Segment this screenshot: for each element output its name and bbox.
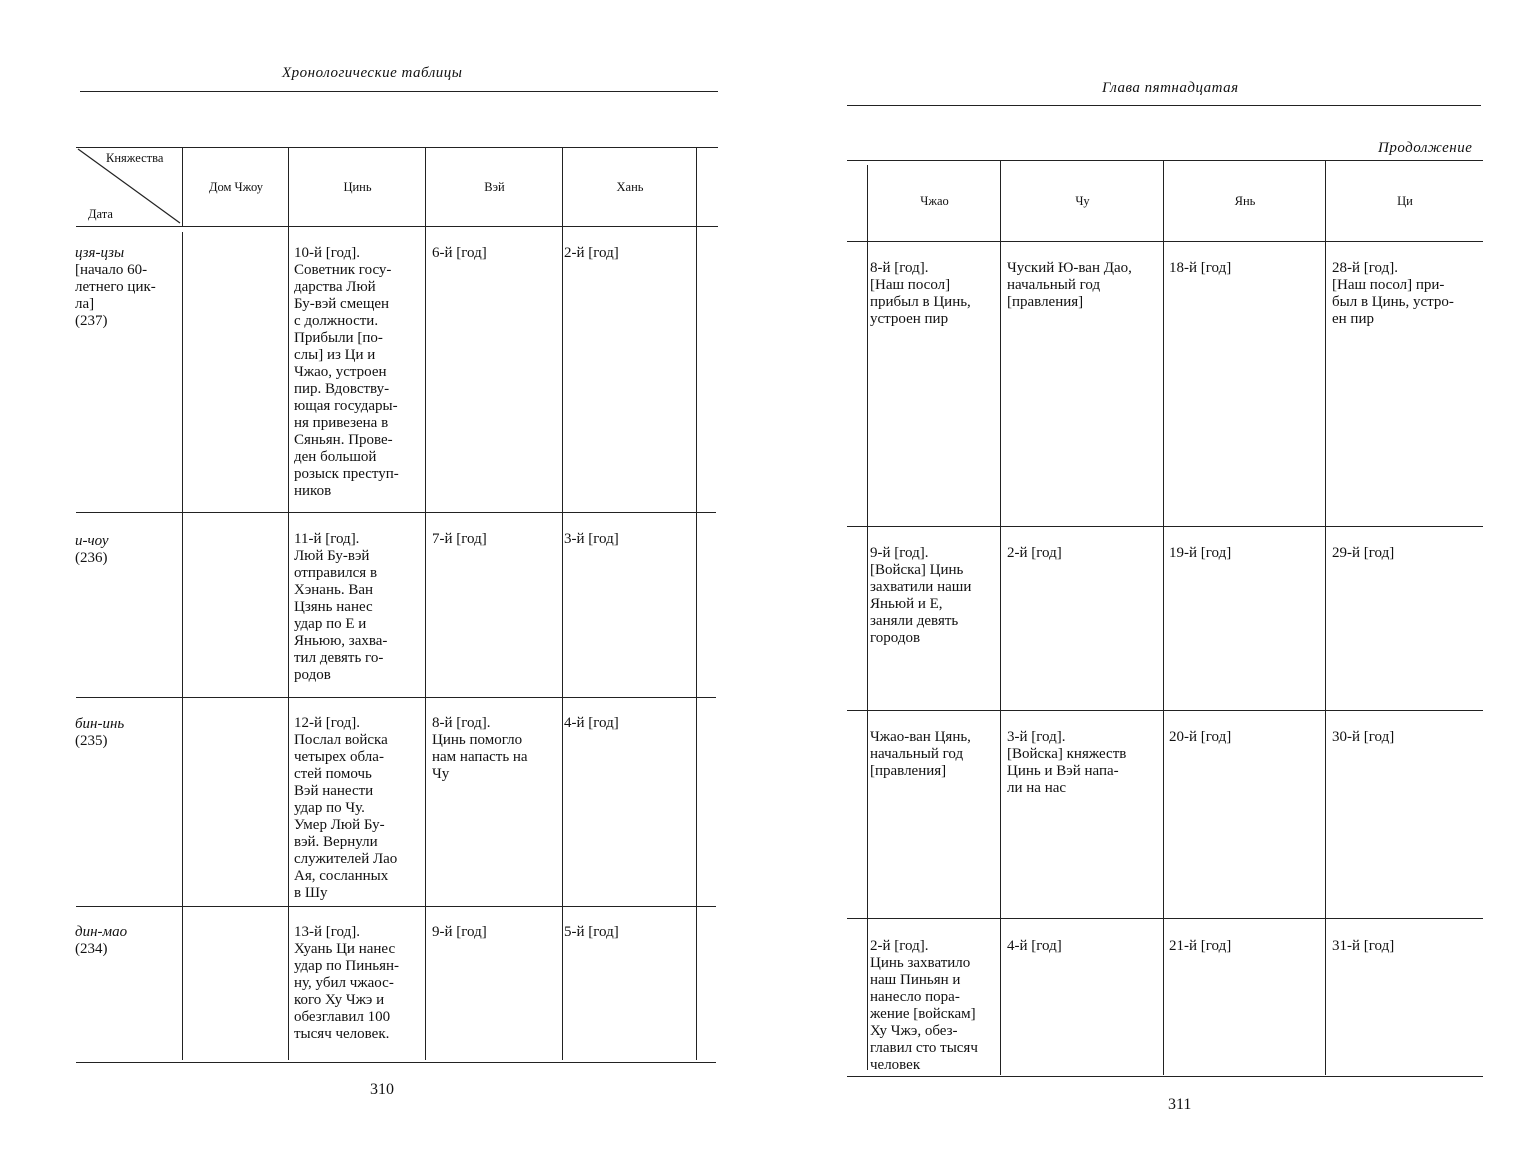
row-rule bbox=[76, 906, 716, 907]
date-line: (236) bbox=[75, 550, 108, 566]
row-rule bbox=[847, 526, 1483, 527]
date-cyclic-name: бин-инь bbox=[75, 716, 125, 732]
column-divider bbox=[1000, 160, 1001, 1075]
cell-line: 5-й [год] bbox=[564, 924, 619, 940]
wei-cell bbox=[432, 715, 528, 783]
cell-line: 9-й [год] bbox=[432, 924, 487, 940]
cell-line: 2-й [год] bbox=[1007, 545, 1062, 561]
cell-line: Прибыли [по- bbox=[294, 330, 383, 346]
cell-line: Ху Чжэ, обез- bbox=[870, 1023, 958, 1039]
cell-line: слы] из Ци и bbox=[294, 347, 376, 363]
cell-line: 8-й [год]. bbox=[432, 715, 491, 731]
date-cell bbox=[75, 716, 124, 750]
yan-cell bbox=[1169, 938, 1231, 955]
zhao-cell bbox=[870, 260, 971, 328]
cell-line: 11-й [год]. bbox=[294, 531, 360, 547]
column-header-zhou: Дом Чжоу bbox=[208, 180, 264, 194]
chu-cell bbox=[1007, 729, 1126, 797]
row-rule bbox=[76, 697, 716, 698]
wei-cell bbox=[432, 245, 487, 262]
cell-line: 2-й [год] bbox=[564, 245, 619, 261]
date-cell bbox=[75, 924, 127, 958]
cell-line: ли на нас bbox=[1007, 780, 1067, 796]
cell-line: удар по Е и bbox=[294, 616, 367, 632]
column-divider bbox=[288, 147, 289, 1060]
date-cyclic-name: цзя-цзы bbox=[75, 245, 125, 261]
column-divider bbox=[562, 147, 563, 1060]
cell-line: прибыл в Цинь, bbox=[870, 294, 971, 310]
date-line: (235) bbox=[75, 733, 108, 749]
table-bottom-rule bbox=[76, 1062, 716, 1063]
date-line: летнего цик- bbox=[75, 279, 156, 295]
cell-line: 4-й [год] bbox=[564, 715, 619, 731]
cell-line: Чжао, устроен bbox=[294, 364, 387, 380]
cell-line: ден большой bbox=[294, 449, 377, 465]
cell-line: 8-й [год]. bbox=[870, 260, 929, 276]
row-rule bbox=[847, 710, 1483, 711]
cell-line: наш Пиньян и bbox=[870, 972, 961, 988]
column-header-wei: Вэй bbox=[484, 180, 505, 194]
column-header-qi: Ци bbox=[1397, 194, 1413, 208]
date-line: [начало 60- bbox=[75, 262, 148, 278]
cell-line: начальный год bbox=[1007, 277, 1101, 293]
date-line: ла] bbox=[75, 296, 95, 312]
qin-cell bbox=[294, 715, 397, 902]
head-rule bbox=[80, 91, 718, 92]
column-divider bbox=[696, 147, 697, 1060]
cell-line: [Войска] княжеств bbox=[1007, 746, 1127, 762]
han-cell bbox=[564, 715, 619, 732]
cell-line: в Шу bbox=[294, 885, 328, 901]
cell-line: отправился в bbox=[294, 565, 378, 581]
cell-line: нам напасть на bbox=[432, 749, 528, 765]
cell-line: нанесло пора- bbox=[870, 989, 960, 1005]
cell-line: удар по Чу. bbox=[294, 800, 365, 816]
cell-line: 12-й [год]. bbox=[294, 715, 360, 731]
cell-line: Яньюю, захва- bbox=[294, 633, 388, 649]
cell-line: [правления] bbox=[870, 763, 947, 779]
cell-line: 19-й [год] bbox=[1169, 545, 1232, 561]
cell-line: Советник госу- bbox=[294, 262, 392, 278]
yan-cell bbox=[1169, 729, 1231, 746]
zhao-cell bbox=[870, 729, 971, 780]
cell-line: 3-й [год] bbox=[564, 531, 619, 547]
column-header-chu: Чу bbox=[1075, 194, 1090, 208]
page-number: 311 bbox=[1168, 1096, 1192, 1113]
yan-cell bbox=[1169, 260, 1231, 277]
cell-line: стей помочь bbox=[294, 766, 372, 782]
corner-label-principalities: Княжества bbox=[106, 151, 164, 165]
cell-line: тысяч человек. bbox=[294, 1026, 390, 1042]
column-divider bbox=[425, 147, 426, 1060]
date-cell bbox=[75, 245, 156, 330]
cell-line: ну, убил чжаос- bbox=[294, 975, 394, 991]
cell-line: жение [войскам] bbox=[870, 1006, 976, 1022]
cell-line: [Наш посол] при- bbox=[1332, 277, 1445, 293]
qi-cell bbox=[1332, 545, 1394, 562]
cell-line: ня привезена в bbox=[294, 415, 389, 431]
chu-cell bbox=[1007, 545, 1062, 562]
table-bottom-rule bbox=[847, 1076, 1483, 1077]
column-divider bbox=[182, 232, 183, 1060]
cell-line: 7-й [год] bbox=[432, 531, 487, 547]
date-cyclic-name: дин-мао bbox=[75, 924, 128, 940]
cell-line: 28-й [год]. bbox=[1332, 260, 1398, 276]
cell-line: Бу-вэй смещен bbox=[294, 296, 390, 312]
column-divider bbox=[867, 165, 868, 1070]
running-head: Хронологические таблицы bbox=[282, 65, 463, 81]
qin-cell bbox=[294, 531, 387, 684]
cell-line: Ая, сосланных bbox=[294, 868, 389, 884]
zhao-cell bbox=[870, 938, 978, 1074]
cell-line: пир. Вдовству- bbox=[294, 381, 390, 397]
cell-line: дарства Люй bbox=[294, 279, 376, 295]
cell-line: ен пир bbox=[1332, 311, 1374, 327]
cell-line: Люй Бу-вэй bbox=[294, 548, 370, 564]
qi-cell bbox=[1332, 938, 1394, 955]
cell-line: Цинь захватило bbox=[870, 955, 971, 971]
column-header-qin: Цинь bbox=[343, 180, 372, 194]
column-header-han: Хань bbox=[616, 180, 644, 194]
date-line: (234) bbox=[75, 941, 108, 957]
cell-line: Сяньян. Прове- bbox=[294, 432, 393, 448]
han-cell bbox=[564, 245, 619, 262]
cell-line: Чуский Ю-ван Дао, bbox=[1007, 260, 1132, 276]
date-cell bbox=[75, 533, 109, 567]
cell-line: родов bbox=[294, 667, 331, 683]
cell-line: городов bbox=[870, 630, 921, 646]
cell-line: начальный год bbox=[870, 746, 964, 762]
column-divider bbox=[182, 147, 183, 226]
cell-line: Цинь помогло bbox=[432, 732, 523, 748]
cell-line: захватили наши bbox=[870, 579, 972, 595]
cell-line: Чжао-ван Цянь, bbox=[870, 729, 971, 745]
column-header-yan: Янь bbox=[1234, 194, 1256, 208]
head-rule bbox=[847, 105, 1481, 106]
cell-line: розыск преступ- bbox=[294, 466, 399, 482]
cell-line: Хуань Ци нанес bbox=[294, 941, 396, 957]
running-head: Глава пятнадцатая bbox=[1102, 80, 1239, 96]
cell-line: 18-й [год] bbox=[1169, 260, 1232, 276]
cell-line: служителей Лао bbox=[294, 851, 398, 867]
cell-line: 30-й [год] bbox=[1332, 729, 1395, 745]
cell-line: ющая государы- bbox=[294, 398, 398, 414]
cell-line: [Наш посол] bbox=[870, 277, 951, 293]
cell-line: человек bbox=[870, 1057, 921, 1073]
cell-line: вэй. Вернули bbox=[294, 834, 378, 850]
cell-line: главил сто тысяч bbox=[870, 1040, 978, 1056]
zhao-cell bbox=[870, 545, 971, 647]
cell-line: ников bbox=[294, 483, 332, 499]
cell-line: заняли девять bbox=[870, 613, 959, 629]
column-header-zhao: Чжао bbox=[920, 194, 949, 208]
cell-line: 2-й [год]. bbox=[870, 938, 929, 954]
cell-line: 3-й [год]. bbox=[1007, 729, 1066, 745]
cell-line: 6-й [год] bbox=[432, 245, 487, 261]
continuation-label: Продолжение bbox=[1378, 140, 1473, 156]
row-rule bbox=[847, 918, 1483, 919]
date-cyclic-name: и-чоу bbox=[75, 533, 109, 549]
han-cell bbox=[564, 531, 619, 548]
cell-line: 10-й [год]. bbox=[294, 245, 360, 261]
cell-line: устроен пир bbox=[870, 311, 949, 327]
date-line: (237) bbox=[75, 313, 108, 329]
cell-line: 29-й [год] bbox=[1332, 545, 1395, 561]
row-rule bbox=[76, 512, 716, 513]
cell-line: [Войска] Цинь bbox=[870, 562, 964, 578]
right-page bbox=[769, 0, 1538, 1160]
qi-cell bbox=[1332, 729, 1394, 746]
yan-cell bbox=[1169, 545, 1231, 562]
cell-line: Яньюй и Е, bbox=[870, 596, 943, 612]
cell-line: был в Цинь, устро- bbox=[1332, 294, 1454, 310]
column-divider bbox=[1325, 160, 1326, 1075]
corner-label-date: Дата bbox=[88, 207, 113, 221]
page-number: 310 bbox=[370, 1081, 394, 1098]
cell-line: Цзянь нанес bbox=[294, 599, 373, 615]
cell-line: кого Ху Чжэ и bbox=[294, 992, 385, 1008]
chu-cell bbox=[1007, 260, 1132, 311]
cell-line: Цинь и Вэй напа- bbox=[1007, 763, 1119, 779]
qin-cell bbox=[294, 245, 399, 500]
header-bottom-rule bbox=[847, 241, 1483, 242]
chu-cell bbox=[1007, 938, 1062, 955]
cell-line: Умер Люй Бу- bbox=[294, 817, 385, 833]
cell-line: [правления] bbox=[1007, 294, 1084, 310]
cell-line: 9-й [год]. bbox=[870, 545, 929, 561]
cell-line: с должности. bbox=[294, 313, 379, 329]
cell-line: четырех обла- bbox=[294, 749, 384, 765]
column-divider bbox=[1163, 160, 1164, 1075]
qi-cell bbox=[1332, 260, 1454, 328]
table-top-rule bbox=[847, 160, 1483, 161]
han-cell bbox=[564, 924, 619, 941]
cell-line: 20-й [год] bbox=[1169, 729, 1232, 745]
cell-line: Вэй нанести bbox=[294, 783, 374, 799]
cell-line: тил девять го- bbox=[294, 650, 384, 666]
cell-line: 31-й [год] bbox=[1332, 938, 1395, 954]
cell-line: Послал войска bbox=[294, 732, 388, 748]
cell-line: удар по Пиньян- bbox=[294, 958, 400, 974]
cell-line: обезглавил 100 bbox=[294, 1009, 391, 1025]
wei-cell bbox=[432, 531, 487, 548]
qin-cell bbox=[294, 924, 399, 1043]
cell-line: 13-й [год]. bbox=[294, 924, 360, 940]
wei-cell bbox=[432, 924, 487, 941]
cell-line: Чу bbox=[432, 766, 450, 782]
cell-line: 4-й [год] bbox=[1007, 938, 1062, 954]
cell-line: Хэнань. Ван bbox=[294, 582, 374, 598]
cell-line: 21-й [год] bbox=[1169, 938, 1232, 954]
